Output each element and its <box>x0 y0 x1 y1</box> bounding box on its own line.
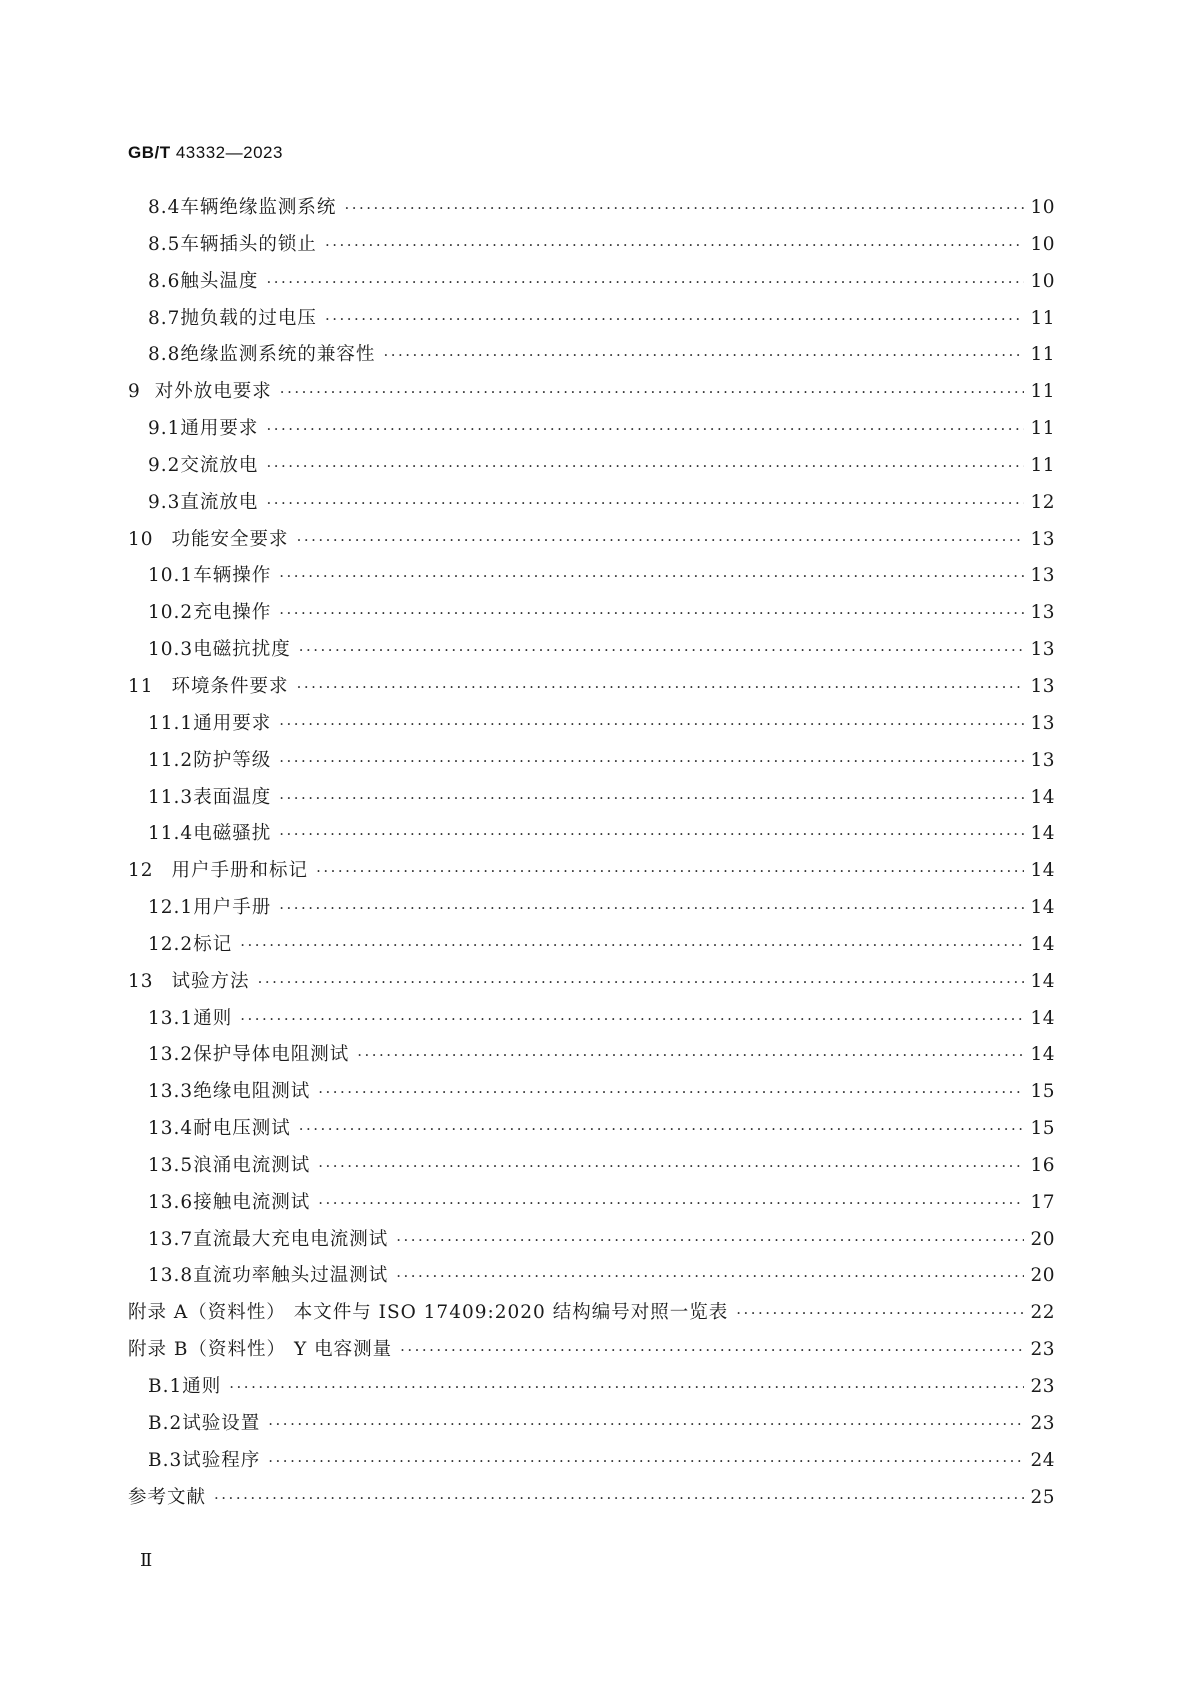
toc-entry[interactable] <box>128 525 1055 562</box>
toc-entry-title: 用户手册 <box>193 897 272 919</box>
toc-entry-number: 10.3 <box>148 639 194 661</box>
toc-entry-title: 表面温度 <box>193 786 272 808</box>
toc-entry[interactable] <box>128 451 1055 488</box>
toc-entry-title: 试验设置 <box>182 1412 261 1434</box>
dot-leader <box>279 715 1024 733</box>
toc-entry-number: 11.1 <box>148 712 194 734</box>
toc-entry-title: 触头温度 <box>180 270 259 292</box>
dot-leader <box>299 1120 1025 1138</box>
toc-entry[interactable] <box>128 598 1055 635</box>
toc-entry[interactable] <box>128 1225 1055 1262</box>
toc-entry-number: 11.2 <box>148 749 194 771</box>
toc-entry-title: 标记 <box>193 933 233 955</box>
toc-entry-number: 13.5 <box>148 1154 194 1176</box>
toc-entry-title: 车辆插头的锁止 <box>180 233 317 255</box>
dot-leader <box>400 1341 1024 1359</box>
toc-entry-title: 绝缘电阻测试 <box>193 1081 311 1103</box>
toc-entry-page: 24 <box>1030 1449 1055 1471</box>
dot-leader <box>279 899 1024 917</box>
toc-entry[interactable] <box>128 930 1055 967</box>
dot-leader <box>736 1304 1024 1322</box>
toc-entry-page: 14 <box>1030 823 1055 845</box>
toc-entry-number: 13.4 <box>148 1118 194 1140</box>
toc-entry-page: 13 <box>1030 749 1055 771</box>
toc-entry-page: 14 <box>1030 786 1055 808</box>
toc-entry-number: B.2 <box>148 1412 183 1434</box>
toc-entry[interactable] <box>128 488 1055 525</box>
toc-entry[interactable] <box>128 561 1055 598</box>
toc-entry[interactable] <box>128 1077 1055 1114</box>
dot-leader <box>297 678 1025 696</box>
toc-entry[interactable] <box>128 1298 1055 1335</box>
toc-entry-title: 车辆操作 <box>193 565 272 587</box>
dot-leader <box>279 789 1024 807</box>
toc-entry[interactable] <box>128 414 1055 451</box>
toc-entry-title: 通用要求 <box>193 712 272 734</box>
toc-entry-title: 通则 <box>182 1376 222 1397</box>
toc-entry-page: 15 <box>1030 1081 1055 1103</box>
toc-entry-page: 16 <box>1030 1154 1055 1176</box>
toc-entry-page: 10 <box>1030 270 1055 292</box>
toc-entry-number: 9.2 <box>148 454 181 476</box>
toc-entry-number: 13.2 <box>148 1044 194 1066</box>
toc-entry-title: 交流放电 <box>180 454 259 476</box>
toc-entry-page: 11 <box>1030 344 1055 366</box>
toc-entry-page: 20 <box>1030 1265 1055 1287</box>
toc-entry-number: 10.2 <box>148 602 194 624</box>
toc-entry-title: 通则 <box>193 1007 233 1029</box>
toc-entry-page: 13 <box>1030 675 1055 697</box>
toc-entry-number: B.1 <box>148 1376 183 1397</box>
toc-entry-page: 13 <box>1030 639 1055 661</box>
standard-code: GB/T <box>128 143 171 162</box>
toc-entry-page: 12 <box>1030 491 1055 513</box>
toc-entry[interactable] <box>128 1114 1055 1151</box>
toc-entry-title: 环境条件要求 <box>171 675 289 697</box>
toc-entry[interactable] <box>128 193 1055 230</box>
dot-leader <box>357 1046 1024 1064</box>
toc-entry[interactable] <box>128 746 1055 783</box>
toc-entry-page: 14 <box>1030 1044 1055 1066</box>
toc-entry-title: 试验方法 <box>171 970 250 992</box>
toc-entry[interactable] <box>128 1483 1055 1520</box>
toc-entry-number: 10.1 <box>148 565 194 587</box>
dot-leader <box>299 641 1025 659</box>
toc-entry-number: 11.3 <box>148 786 194 808</box>
toc-entry[interactable] <box>128 1446 1055 1483</box>
dot-leader <box>279 825 1024 843</box>
toc-entry[interactable] <box>128 672 1055 709</box>
dot-leader <box>279 567 1024 585</box>
dot-leader <box>316 862 1024 880</box>
toc-entry-page: 25 <box>1030 1486 1055 1508</box>
toc-entry[interactable] <box>128 819 1055 856</box>
toc-entry-title: 车辆绝缘监测系统 <box>180 197 337 218</box>
toc-entry-number: 13.1 <box>148 1007 194 1029</box>
dot-leader <box>258 973 1025 991</box>
dot-leader <box>240 936 1024 954</box>
toc-entry-title: 对外放电要求 <box>154 381 272 403</box>
dot-leader <box>318 1083 1024 1101</box>
toc-entry-title: 直流放电 <box>180 491 259 513</box>
toc-entry-number: 10 <box>128 528 154 550</box>
toc-entry[interactable] <box>128 783 1055 820</box>
dot-leader <box>325 236 1025 254</box>
dot-leader <box>266 494 1024 512</box>
toc-entry-page: 13 <box>1030 565 1055 587</box>
toc-entry[interactable] <box>128 1372 1055 1409</box>
toc-entry[interactable] <box>128 1409 1055 1446</box>
toc-entry-page: 23 <box>1030 1412 1055 1434</box>
toc-entry[interactable] <box>128 377 1055 414</box>
toc-entry-title: 功能安全要求 <box>171 528 289 550</box>
toc-entry-number: 12.1 <box>148 897 194 919</box>
dot-leader <box>318 1194 1024 1212</box>
toc-entry[interactable] <box>128 709 1055 746</box>
toc-entry-number: 12 <box>128 860 154 882</box>
dot-leader <box>240 1010 1024 1028</box>
dot-leader <box>266 420 1024 438</box>
toc-entry[interactable] <box>128 304 1055 341</box>
toc-entry-page: 13 <box>1030 602 1055 624</box>
page-number-footer: Ⅱ <box>140 1550 153 1571</box>
toc-entry-title: 耐电压测试 <box>193 1118 291 1140</box>
toc-entry-page: 13 <box>1030 712 1055 734</box>
toc-entry-page: 23 <box>1030 1376 1055 1397</box>
toc-entry-title: 电磁抗扰度 <box>193 639 291 661</box>
toc-entry-page: 11 <box>1030 418 1055 440</box>
toc-entry-title: 电磁骚扰 <box>193 823 272 845</box>
toc-entry-title: 充电操作 <box>193 602 272 624</box>
toc-entry-page: 22 <box>1030 1302 1055 1324</box>
dot-leader <box>229 1378 1024 1396</box>
toc-entry-number: 9.1 <box>148 418 181 440</box>
toc-entry-page: 15 <box>1030 1118 1055 1140</box>
toc-entry-title: 试验程序 <box>182 1449 261 1471</box>
toc-entry-page: 20 <box>1030 1228 1055 1250</box>
dot-leader <box>396 1267 1024 1285</box>
toc-entry[interactable] <box>128 1188 1055 1225</box>
dot-leader <box>318 1157 1024 1175</box>
toc-entry-number: 13.6 <box>148 1191 194 1213</box>
dot-leader <box>268 1452 1024 1470</box>
toc-entry-number: 13.3 <box>148 1081 194 1103</box>
toc-entry-page: 14 <box>1030 1007 1055 1029</box>
toc-entry[interactable] <box>128 967 1055 1004</box>
toc-entry-title: 绝缘监测系统的兼容性 <box>180 344 376 366</box>
toc-entry-page: 23 <box>1030 1339 1055 1361</box>
dot-leader <box>396 1231 1024 1249</box>
toc-entry-title: 接触电流测试 <box>193 1191 311 1213</box>
toc-entry-number: 9.3 <box>148 491 181 513</box>
toc-entry-number: 8.4 <box>148 197 181 218</box>
toc-entry[interactable] <box>128 230 1055 267</box>
toc-entry-number: 13.7 <box>148 1228 194 1250</box>
table-of-contents <box>128 193 1055 1519</box>
toc-entry[interactable] <box>128 1040 1055 1077</box>
toc-entry-title: 浪涌电流测试 <box>193 1154 311 1176</box>
toc-entry[interactable] <box>128 1261 1055 1298</box>
toc-entry-number: 11.4 <box>148 823 194 845</box>
dot-leader <box>214 1489 1024 1507</box>
toc-entry-title: 本文件与 ISO 17409:2020 结构编号对照一览表 <box>293 1302 729 1324</box>
toc-entry[interactable] <box>128 856 1055 893</box>
dot-leader <box>279 752 1024 770</box>
toc-entry[interactable] <box>128 635 1055 672</box>
toc-entry-page: 10 <box>1030 197 1055 218</box>
dot-leader <box>279 604 1024 622</box>
toc-entry-title: 通用要求 <box>180 418 259 440</box>
toc-entry[interactable] <box>128 893 1055 930</box>
standard-number: 43332—2023 <box>175 143 283 162</box>
toc-entry-number: 9 <box>128 381 141 403</box>
toc-entry-number: 11 <box>128 675 154 697</box>
dot-leader <box>268 1415 1024 1433</box>
toc-entry-number: B.3 <box>148 1449 183 1471</box>
toc-entry[interactable] <box>128 1335 1055 1372</box>
dot-leader <box>266 273 1024 291</box>
toc-entry-page: 14 <box>1030 970 1055 992</box>
dot-leader <box>266 457 1024 475</box>
toc-entry-number: 8.8 <box>148 344 181 366</box>
toc-entry-title: 直流功率触头过温测试 <box>193 1265 389 1287</box>
dot-leader <box>344 199 1024 217</box>
toc-entry-title: 用户手册和标记 <box>171 860 309 882</box>
dot-leader <box>383 346 1024 364</box>
toc-entry-title: 抛负载的过电压 <box>180 307 317 329</box>
toc-entry-number: 13 <box>128 970 154 992</box>
toc-entry-page: 17 <box>1030 1191 1055 1213</box>
toc-entry-title: 直流最大充电电流测试 <box>193 1228 389 1250</box>
document-header <box>128 143 283 163</box>
toc-entry-page: 11 <box>1030 307 1055 329</box>
toc-entry-page: 14 <box>1030 897 1055 919</box>
toc-entry-title: 防护等级 <box>193 749 272 771</box>
toc-entry-number: 8.7 <box>148 307 181 329</box>
dot-leader <box>280 383 1025 401</box>
toc-entry[interactable] <box>128 1151 1055 1188</box>
toc-entry-page: 11 <box>1030 381 1055 403</box>
toc-entry-title: Y 电容测量 <box>293 1339 393 1361</box>
toc-entry-number: 附录 B（资料性） <box>128 1339 286 1361</box>
toc-entry-page: 10 <box>1030 233 1055 255</box>
toc-entry-number: 13.8 <box>148 1265 194 1287</box>
toc-entry-title: 保护导体电阻测试 <box>193 1044 350 1066</box>
toc-entry-number: 附录 A（资料性） <box>128 1302 286 1324</box>
toc-entry[interactable] <box>128 267 1055 304</box>
toc-entry[interactable] <box>128 1004 1055 1041</box>
toc-entry-number: 8.5 <box>148 233 181 255</box>
toc-entry-number: 12.2 <box>148 933 194 955</box>
dot-leader <box>297 531 1025 549</box>
toc-entry-number: 8.6 <box>148 270 181 292</box>
toc-entry-title: 参考文献 <box>128 1486 207 1508</box>
toc-entry-page: 14 <box>1030 860 1055 882</box>
toc-entry-page: 11 <box>1030 454 1055 476</box>
toc-entry-page: 14 <box>1030 933 1055 955</box>
toc-entry-page: 13 <box>1030 528 1055 550</box>
toc-entry[interactable] <box>128 340 1055 377</box>
dot-leader <box>325 310 1025 328</box>
